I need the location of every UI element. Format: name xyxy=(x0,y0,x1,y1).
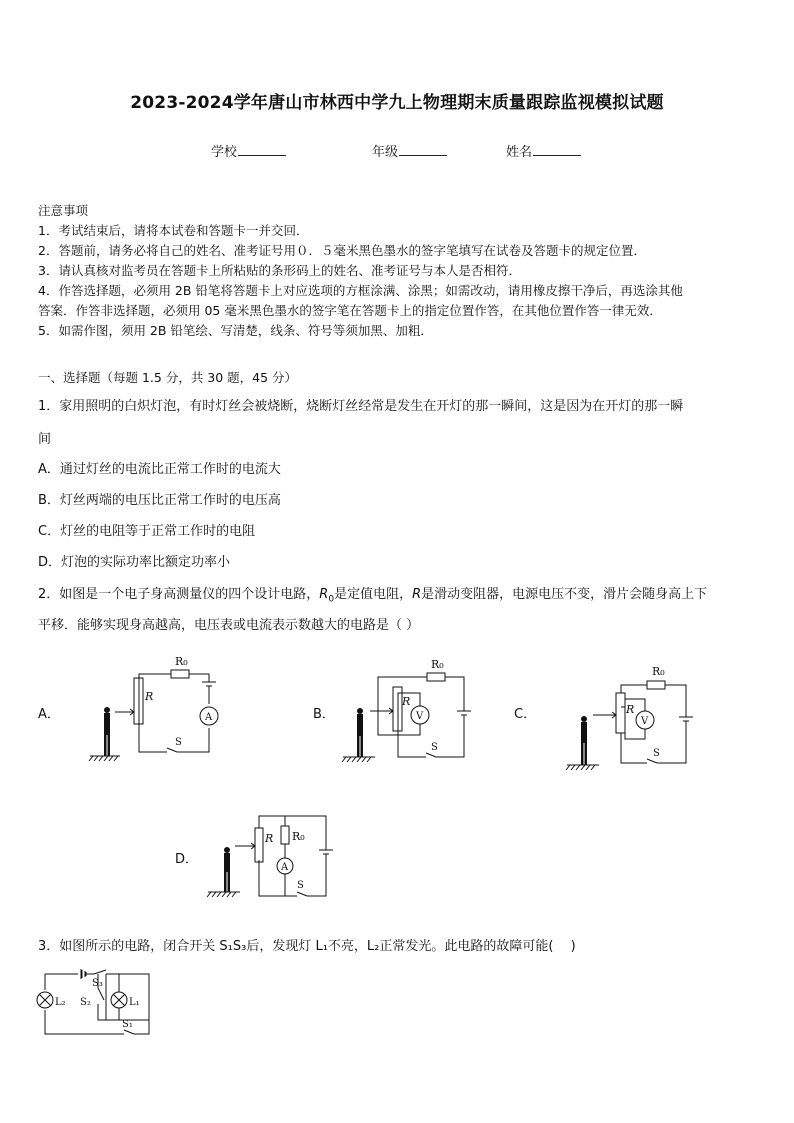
person-icon xyxy=(104,707,110,756)
s-label: S xyxy=(175,737,182,748)
note-item: 2．答题前，请务必将自己的姓名、准考证号用０．５毫米黑色墨水的签字笔填写在试卷及答题卡的规定位置． xyxy=(38,243,646,258)
q2-label-c: C． xyxy=(514,707,537,722)
q2-stem-part-c: 是滑动变阻器，电源电压不变，滑片会随身高上下 xyxy=(421,587,708,602)
s-label: S xyxy=(297,880,304,891)
s1-label: S₁ xyxy=(122,1019,133,1030)
page-title: 2023-2024学年唐山市林西中学九上物理期末质量跟踪监视模拟试题 xyxy=(130,93,664,113)
q2-stem-line1 xyxy=(38,583,707,605)
voltmeter-label: V xyxy=(416,711,424,722)
q1-option-b: B．灯丝两端的电压比正常工作时的电压高 xyxy=(38,493,281,508)
q3-circuit-diagram xyxy=(36,964,156,1040)
r0-resistor xyxy=(281,826,289,844)
r0-label: R₀ xyxy=(431,658,444,671)
rheostat xyxy=(255,828,263,862)
r-label: R xyxy=(402,695,411,708)
q1-option-d: D．灯泡的实际功率比额定功率小 xyxy=(38,555,231,570)
r0-resistor xyxy=(647,681,665,689)
s-label: S xyxy=(431,742,438,753)
notes-heading: 注意事项 xyxy=(38,203,89,218)
s2-label: S₂ xyxy=(80,997,91,1008)
q2-label-d: D． xyxy=(175,852,199,867)
s3-label: S₃ xyxy=(92,978,103,989)
q3-stem: 3．如图所示的电路，闭合开关 S₁S₃后，发现灯 L₁不亮，L₂正常发光。此电路的故障可能( ) xyxy=(38,939,576,954)
notes-section xyxy=(38,201,683,341)
r0-resistor xyxy=(171,670,189,678)
note-item: 1．考试结束后，请将本试卷和答题卡一并交回． xyxy=(38,223,309,238)
grade-label: 年级 xyxy=(372,145,399,160)
r0-label: R₀ xyxy=(652,665,665,678)
grade-field xyxy=(372,141,447,160)
q2-stem-line2: 平移．能够实现身高越高，电压表或电流表示数越大的电路是（ ） xyxy=(38,618,420,633)
school-blank xyxy=(238,143,286,156)
ammeter-label: A xyxy=(281,862,289,873)
q1-stem-line1: 1．家用照明的白炽灯泡，有时灯丝会被烧断，烧断灯丝经常是发生在开灯的那一瞬间，这是因为在开灯的那一瞬 xyxy=(38,399,684,414)
s-label: S xyxy=(653,748,660,759)
name-field xyxy=(506,141,581,160)
r0-resistor xyxy=(427,673,445,681)
rheostat xyxy=(616,693,625,733)
r-label: R xyxy=(626,703,635,716)
person-icon xyxy=(224,847,230,892)
circuit-c-diagram xyxy=(565,659,705,774)
ammeter-label: A xyxy=(205,712,213,723)
q2-stem-part-b: 是定值电阻， xyxy=(334,587,413,602)
r-label: R xyxy=(265,832,274,845)
l1-label: L₁ xyxy=(129,997,140,1008)
grade-blank xyxy=(399,143,447,156)
note-item: 3．请认真核对监考员在答题卡上所粘贴的条形码上的姓名、准考证号与本人是否相符． xyxy=(38,263,521,278)
name-blank xyxy=(533,143,581,156)
q1-stem-line2: 间 xyxy=(38,432,52,447)
note-item: 答案．作答非选择题，必须用 05 毫米黑色墨水的签字笔在答题卡上的指定位置作答，在其他位置作答一律无效． xyxy=(38,303,662,318)
r0-label: R₀ xyxy=(292,830,305,843)
person-icon xyxy=(581,716,587,765)
school-field xyxy=(211,141,286,160)
school-label: 学校 xyxy=(211,145,238,160)
r-label: R xyxy=(145,690,154,703)
lamp-l2-icon xyxy=(37,992,53,1008)
lamp-l1-icon xyxy=(111,992,127,1008)
circuit-a-diagram xyxy=(85,648,225,763)
person-icon xyxy=(357,708,363,757)
q1-option-a: A．通过灯丝的电流比正常工作时的电流大 xyxy=(38,462,281,477)
q1-option-c: C．灯丝的电阻等于正常工作时的电阻 xyxy=(38,524,256,539)
q2-r-symbol: R xyxy=(412,587,422,602)
r0-label: R₀ xyxy=(175,655,188,668)
l2-label: L₂ xyxy=(55,997,66,1008)
note-item: 4．作答选择题，必须用 2B 铅笔将答题卡上对应选项的方框涂满、涂黑；如需改动，请用橡皮擦干净后，再选涂其他 xyxy=(38,283,683,298)
section-heading: 一、选择题（每题 1.5 分，共 30 题，45 分） xyxy=(38,370,298,385)
q2-r0-subscript: 0 xyxy=(328,594,335,605)
voltmeter-label: V xyxy=(641,716,649,727)
q2-stem-part-a: 2．如图是一个电子身高测量仪的四个设计电路， xyxy=(38,587,320,602)
note-item: 5．如需作图，须用 2B 铅笔绘、写清楚，线条、符号等须加黑、加粗． xyxy=(38,323,433,338)
circuit-b-diagram xyxy=(340,653,480,768)
q2-r0-symbol: R xyxy=(319,587,329,602)
circuit-d-diagram xyxy=(205,810,345,905)
q2-label-b: B． xyxy=(313,707,335,722)
name-label: 姓名 xyxy=(506,145,533,160)
q2-label-a: A． xyxy=(38,707,60,722)
